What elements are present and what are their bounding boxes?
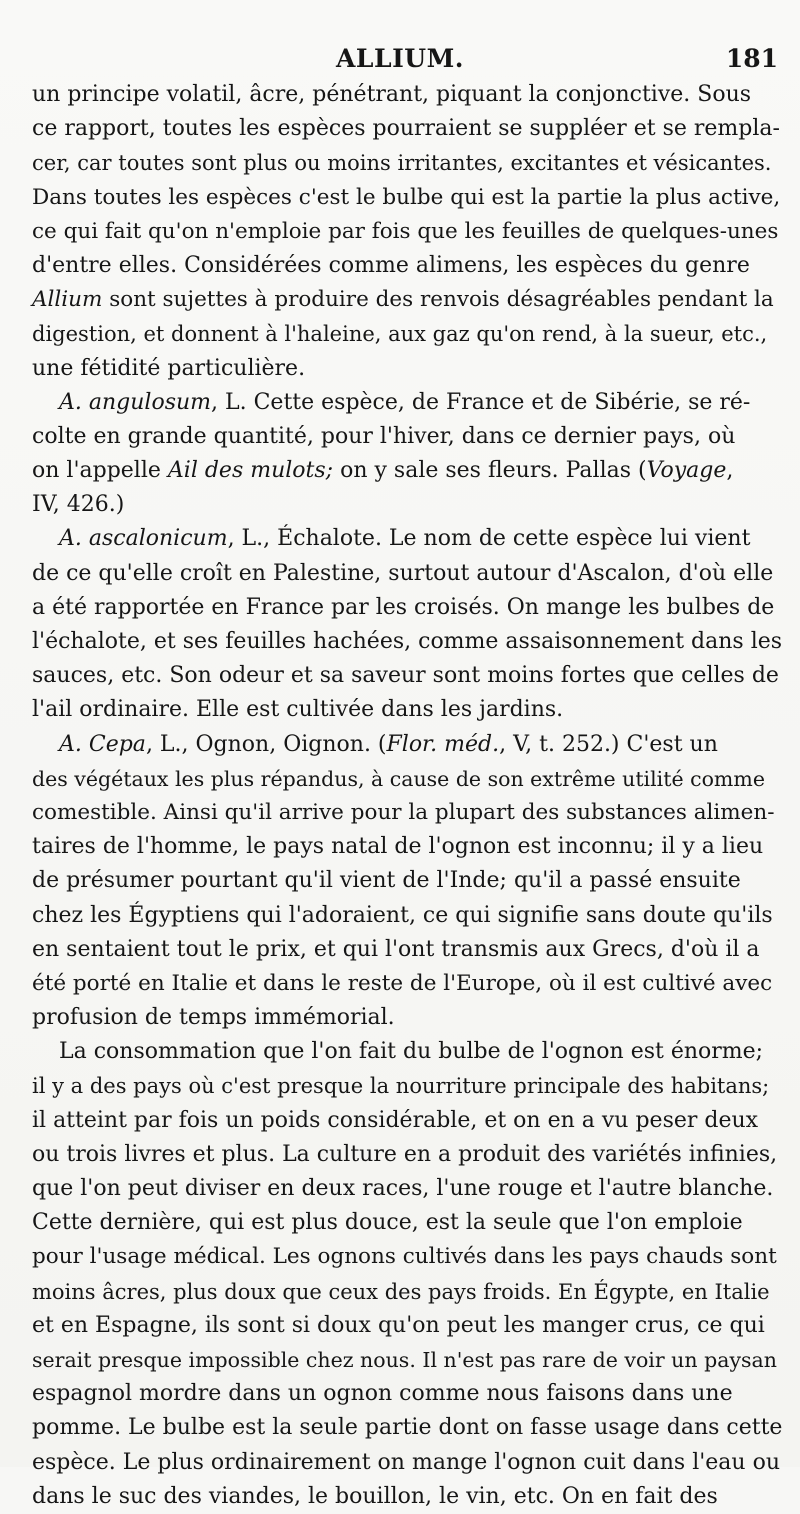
text-segment: ce qui fait qu'on n'emploie par fois que les feuilles de quelques-unes: [32, 218, 779, 244]
text-line: [32, 352, 782, 386]
text-segment: La consommation que l'on fait du bulbe de l'ognon est énorme;: [59, 1039, 764, 1065]
italic-text: A. angulosum: [59, 389, 212, 415]
text-segment: ,: [726, 458, 734, 484]
text-line: [32, 967, 782, 1001]
text-line: [32, 454, 782, 488]
text-segment: Dans toutes les espèces c'est le bulbe qui est la partie la plus active,: [32, 184, 781, 210]
text-segment: a été rapportée en France par les croisés. On mange les bulbes de: [32, 594, 775, 620]
text-segment: IV, 426.): [32, 492, 125, 518]
text-line: [32, 1377, 782, 1411]
text-line: [32, 728, 782, 762]
text-segment: ou trois livres et plus. La culture en a produit des variétés infinies,: [32, 1141, 778, 1167]
text-line: [32, 864, 782, 898]
text-line: [32, 1343, 782, 1377]
text-segment: il y a des pays où c'est presque la nourriture principale des habitans;: [32, 1074, 770, 1099]
text-segment: comestible. Ainsi qu'il arrive pour la plupart des substances alimen-: [32, 799, 775, 825]
text-line: [32, 1172, 782, 1206]
text-segment: , L. Cette espèce, de France et de Sibérie, se ré-: [211, 389, 751, 415]
text-line: [32, 557, 782, 591]
text-line: [32, 693, 782, 727]
text-line: [32, 1001, 782, 1035]
text-line: [32, 1275, 782, 1309]
text-segment: cer, car toutes sont plus ou moins irritantes, excitantes et vésicantes.: [32, 151, 772, 176]
text-line: [32, 796, 782, 830]
text-line: [32, 830, 782, 864]
text-line: [32, 488, 782, 522]
text-segment: ce rapport, toutes les espèces pourraient se suppléer et se rempla-: [32, 116, 780, 142]
text-line: [32, 317, 782, 351]
text-segment: espagnol mordre dans un ognon comme nous faisons dans une: [32, 1381, 733, 1407]
text-segment: moins âcres, plus doux que ceux des pays froids. En Égypte, en Italie: [32, 1279, 770, 1304]
text-segment: on l'appelle: [32, 458, 168, 484]
italic-text: Voyage: [646, 458, 727, 484]
text-segment: serait presque impossible chez nous. Il n'est pas rare de voir un paysan: [32, 1347, 777, 1372]
text-line: [32, 762, 782, 796]
text-segment: sont sujettes à produire des renvois désagréables pendant la: [102, 287, 774, 313]
text-segment: d'entre elles. Considérées comme alimens, les espèces du genre: [32, 252, 750, 278]
text-segment: sauces, etc. Son odeur et sa saveur sont moins fortes que celles de: [32, 663, 779, 689]
text-line: [32, 1069, 782, 1103]
text-segment: que l'on peut diviser en deux races, l'une rouge et l'autre blanche.: [32, 1176, 774, 1201]
text-segment: Cette dernière, qui est plus douce, est la seule que l'on emploie: [32, 1210, 743, 1236]
text-line: [32, 1480, 782, 1514]
italic-text: A. ascalonicum: [59, 526, 228, 552]
text-line: [32, 215, 782, 249]
text-line: [32, 1309, 782, 1343]
text-segment: , L., Échalote. Le nom de cette espèce lui vient: [227, 526, 751, 552]
italic-text: Allium: [32, 287, 103, 313]
text-segment: espèce. Le plus ordinairement on mange l'ognon cuit dans l'eau ou: [32, 1449, 780, 1475]
text-line: [32, 1138, 782, 1172]
text-segment: et en Espagne, ils sont si doux qu'on peut les manger crus, ce qui: [32, 1312, 765, 1338]
text-segment: pomme. Le bulbe est la seule partie dont on fasse usage dans cette: [32, 1415, 783, 1441]
text-segment: digestion, et donnent à l'haleine, aux gaz qu'on rend, à la sueur, etc.,: [32, 322, 768, 347]
text-segment: de ce qu'elle croît en Palestine, surtout autour d'Ascalon, d'où elle: [32, 560, 774, 586]
text-segment: pour l'usage médical. Les ognons cultivés dans les pays chauds sont: [32, 1244, 777, 1270]
text-segment: , L., Ognon, Oignon. (: [145, 731, 387, 757]
text-line: [32, 283, 782, 317]
text-line: [32, 899, 782, 933]
text-segment: il atteint par fois un poids considérable, et on en a vu peser deux: [32, 1107, 759, 1133]
text-segment: en sentaient tout le prix, et qui l'ont transmis aux Grecs, d'où il a: [32, 936, 760, 962]
text-line: [32, 181, 782, 215]
text-line: [32, 933, 782, 967]
text-line: [32, 1104, 782, 1138]
text-line: [32, 1035, 782, 1069]
text-line: [32, 522, 782, 556]
page-header: [0, 44, 800, 74]
italic-text: A. Cepa: [59, 731, 146, 757]
text-line: [32, 591, 782, 625]
italic-text: Flor. méd.: [386, 731, 500, 757]
italic-text: Ail des mulots;: [167, 458, 334, 484]
text-line: [32, 659, 782, 693]
text-segment: dans le suc des viandes, le bouillon, le vin, etc. On en fait des: [32, 1483, 718, 1509]
text-segment: , V, t. 252.) C'est un: [499, 731, 718, 757]
text-segment: profusion de temps immémorial.: [32, 1005, 395, 1031]
text-segment: on y sale ses fleurs. Pallas (: [333, 458, 647, 484]
text-segment: des végétaux les plus répandus, à cause de son extrême utilité comme: [32, 766, 765, 791]
text-line: [32, 1411, 782, 1445]
text-line: [32, 420, 782, 454]
text-segment: l'échalote, et ses feuilles hachées, comme assaisonnement dans les: [32, 629, 783, 654]
text-segment: de présumer pourtant qu'il vient de l'Inde; qu'il a passé ensuite: [32, 868, 741, 894]
text-segment: taires de l'homme, le pays natal de l'ognon est inconnu; il y a lieu: [32, 834, 764, 860]
text-segment: colte en grande quantité, pour l'hiver, dans ce dernier pays, où: [32, 423, 736, 449]
text-line: [32, 625, 782, 659]
text-line: [32, 1240, 782, 1274]
text-segment: chez les Égyptiens qui l'adoraient, ce qui signifie sans doute qu'ils: [32, 902, 773, 928]
text-segment: été porté en Italie et dans le reste de l'Europe, où il est cultivé avec: [32, 970, 773, 996]
text-line: [32, 1206, 782, 1240]
text-segment: un principe volatil, âcre, pénétrant, piquant la conjonctive. Sous: [32, 82, 752, 107]
body-text: [32, 78, 782, 1514]
page-number: 181: [725, 44, 778, 73]
text-line: [32, 112, 782, 146]
text-line: [32, 78, 782, 112]
text-line: [32, 146, 782, 180]
text-line: [32, 386, 782, 420]
text-line: [32, 1446, 782, 1480]
text-segment: l'ail ordinaire. Elle est cultivée dans les jardins.: [32, 697, 564, 723]
running-head: ALLIUM.: [336, 44, 464, 73]
text-segment: une fétidité particulière.: [32, 355, 306, 381]
text-line: [32, 249, 782, 283]
